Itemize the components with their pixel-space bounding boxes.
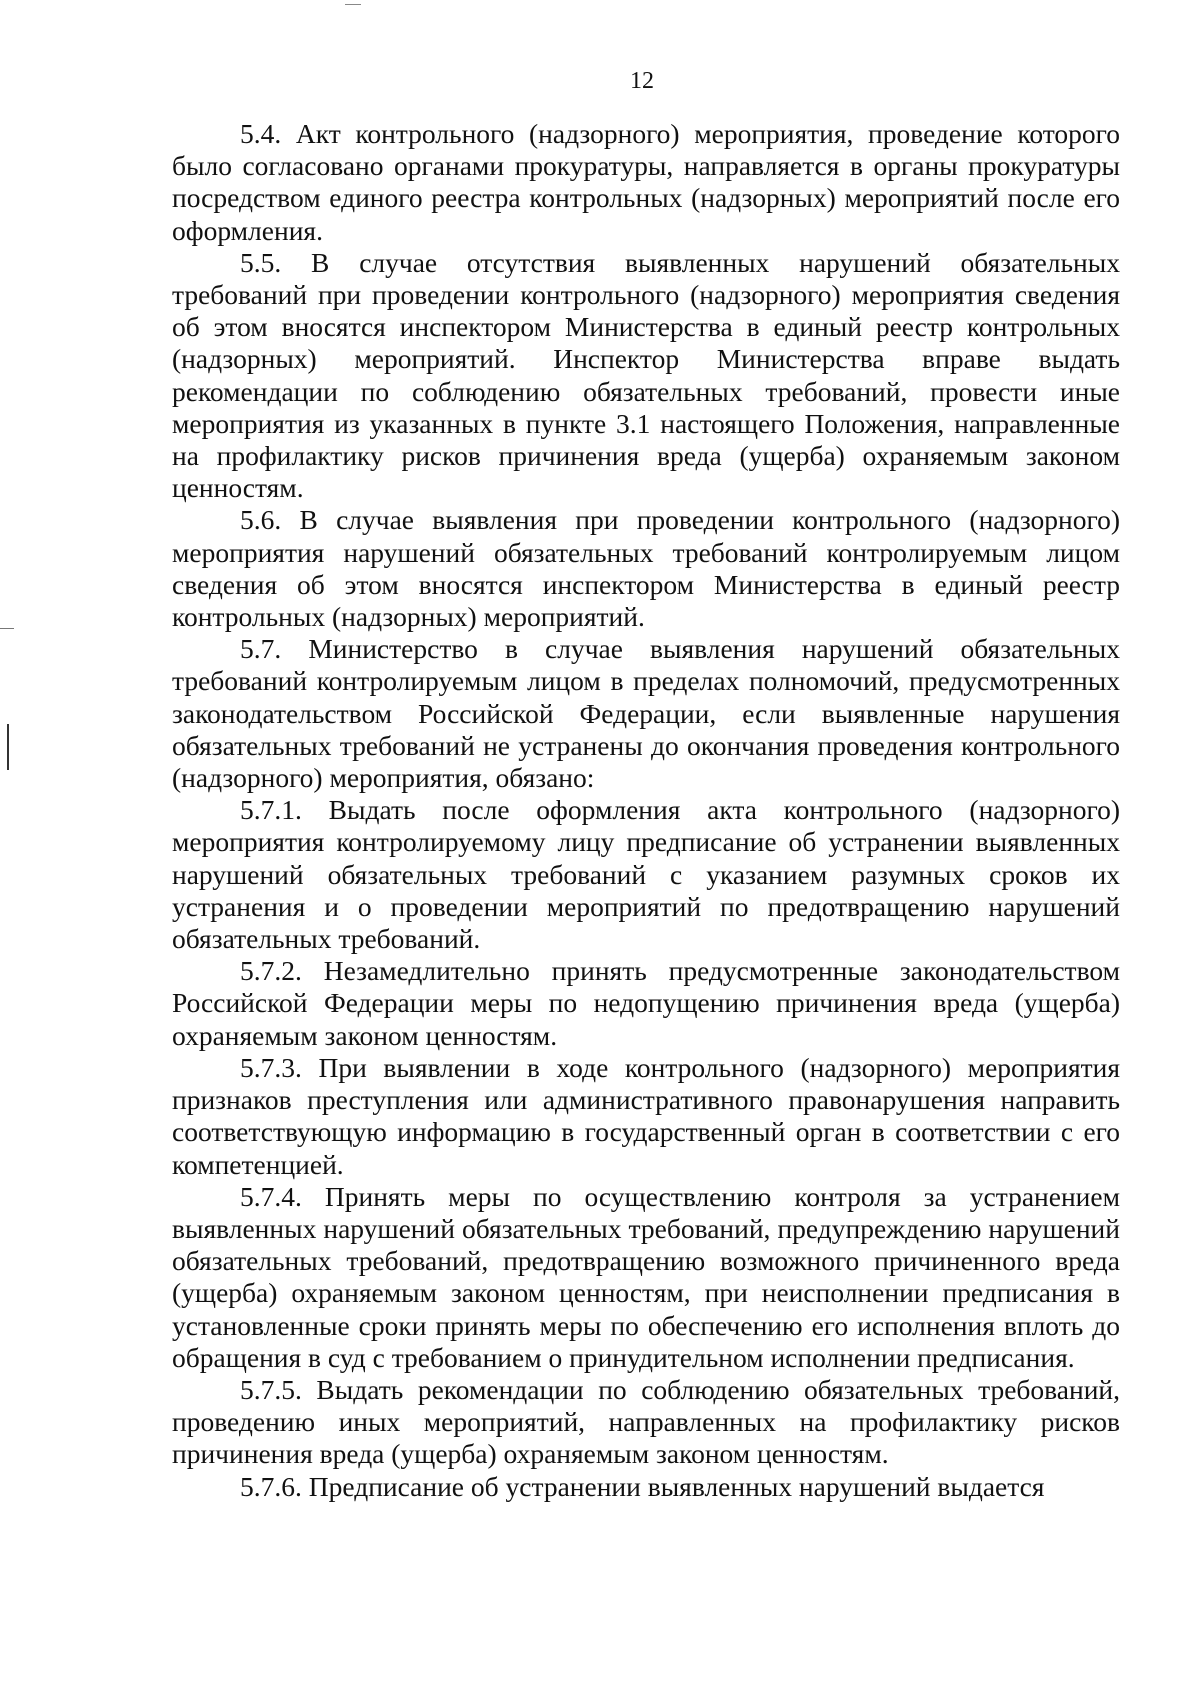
document-body [172,118,1120,1503]
paragraph-5-5: 5.5. В случае отсутствия выявленных нарушений обязательных требований при проведении контрольного (надзорного) мероприятия сведения об этом вносятся инспектором Министерства в единый реестр контрольных (надзорных) мероприятий. Инспектор Министерства вправе выдать рекомендации по соблюдению обязательных требований, провести иные мероприятия из указанных в пункте 3.1 настоящего Положения, направленные на профилактику рисков причинения вреда (ущерба) охраняемым законом ценностям. [172,246,1120,504]
paragraph-5-6: 5.6. В случае выявления при проведении контрольного (надзорного) мероприятия нарушений обязательных требований контролируемым лицом сведения об этом вносятся инспектором Министерства в единый реестр контрольных (надзорных) мероприятий. [172,504,1120,633]
paragraph-5-7-4: 5.7.4. Принять меры по осуществлению контроля за устранением выявленных нарушений обязательных требований, предупреждению нарушений обязательных требований, предотвращению возможного причиненного вреда (ущерба) охраняемым законом ценностям, при неисполнении предписания в установленные сроки принять меры по обеспечению его исполнения вплоть до обращения в суд с требованием о принудительном исполнении предписания. [172,1180,1120,1373]
paragraph-5-7-2: 5.7.2. Незамедлительно принять предусмотренные законодательством Российской Федерации меры по недопущению причинения вреда (ущерба) охраняемым законом ценностям. [172,955,1120,1051]
paragraph-5-7-1: 5.7.1. Выдать после оформления акта контрольного (надзорного) мероприятия контролируемому лицу предписание об устранении выявленных нарушений обязательных требований с указанием разумных сроков их устранения и о проведении мероприятий по предотвращению нарушений обязательных требований. [172,794,1120,955]
paragraph-5-4: 5.4. Акт контрольного (надзорного) мероприятия, проведение которого было согласовано органами прокуратуры, направляется в органы прокуратуры посредством единого реестра контрольных (надзорных) мероприятий после его оформления. [172,118,1120,246]
paragraph-5-7-6: 5.7.6. Предписание об устранении выявленных нарушений выдается [240,1470,1045,1502]
paragraph-5-7-3: 5.7.3. При выявлении в ходе контрольного (надзорного) мероприятия признаков преступления или административного правонарушения направить соответствующую информацию в государственный орган в соответствии с его компетенцией. [172,1051,1120,1180]
paragraph-5-7: 5.7. Министерство в случае выявления нарушений обязательных требований контролируемым лицом в пределах полномочий, предусмотренных законодательством Российской Федерации, если выявленные нарушения обязательных требований не устранены до окончания проведения контрольного (надзорного) мероприятия, обязано: [172,633,1120,794]
page-number: 12 [630,68,654,94]
paragraph-5-7-5: 5.7.5. Выдать рекомендации по соблюдению обязательных требований, проведению иных мероприятий, направленных на профилактику рисков причинения вреда (ущерба) охраняемым законом ценностям. [172,1373,1120,1470]
scan-artifact-top [345,4,361,5]
scan-artifact-left-dash [0,628,14,629]
scan-artifact-left-bar [7,724,9,770]
